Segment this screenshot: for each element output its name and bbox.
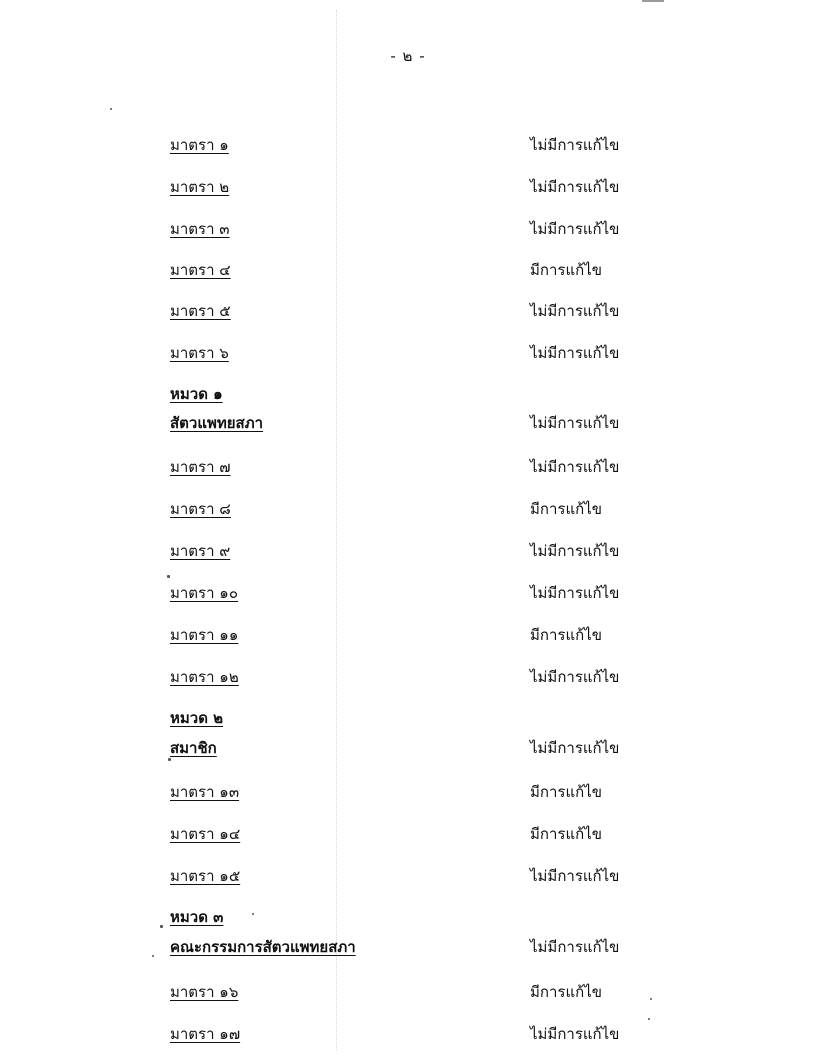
chapter-heading — [0, 706, 816, 730]
section-label: มาตรา ๗ — [170, 458, 231, 476]
page-number: - ๒ - — [390, 47, 426, 65]
amendment-status: ไม่มีการแก้ไข — [530, 458, 620, 476]
scan-speck — [167, 575, 170, 578]
chapter-label: หมวด ๓ — [170, 908, 224, 926]
amendment-status: มีการแก้ไข — [530, 500, 602, 518]
section-label: มาตรา ๑๗ — [170, 1025, 241, 1043]
amendment-status: ไม่มีการแก้ไข — [530, 220, 620, 238]
amendment-status: ไม่มีการแก้ไข — [530, 938, 620, 956]
amendment-status: ไม่มีการแก้ไข — [530, 178, 620, 196]
list-item — [0, 497, 816, 521]
section-label: มาตรา ๙ — [170, 542, 231, 560]
section-label: มาตรา ๖ — [170, 344, 229, 362]
section-label: มาตรา ๑๒ — [170, 668, 239, 686]
scan-speck — [648, 1018, 650, 1020]
list-item — [0, 341, 816, 365]
scan-mark — [642, 0, 664, 2]
section-label: มาตรา ๑ — [170, 136, 229, 154]
chapter-title-row — [0, 736, 816, 760]
amendment-status: มีการแก้ไข — [530, 825, 602, 843]
section-label: มาตรา ๑๔ — [170, 825, 241, 843]
list-item — [0, 623, 816, 647]
section-label: มาตรา ๑๖ — [170, 983, 239, 1001]
list-item — [0, 864, 816, 888]
list-item — [0, 1022, 816, 1046]
chapter-heading — [0, 382, 816, 406]
section-label: มาตรา ๑๕ — [170, 867, 241, 885]
list-item — [0, 822, 816, 846]
list-item — [0, 299, 816, 323]
scan-speck — [650, 998, 652, 1000]
amendment-status: ไม่มีการแก้ไข — [530, 668, 620, 686]
list-item — [0, 175, 816, 199]
list-item — [0, 581, 816, 605]
chapter-heading — [0, 905, 816, 929]
chapter-title: สัตวแพทยสภา — [170, 414, 264, 432]
amendment-status: ไม่มีการแก้ไข — [530, 136, 620, 154]
amendment-status: ไม่มีการแก้ไข — [530, 867, 620, 885]
list-item — [0, 780, 816, 804]
amendment-status: มีการแก้ไข — [530, 261, 602, 279]
list-item — [0, 217, 816, 241]
section-label: มาตรา ๑๓ — [170, 783, 240, 801]
amendment-status: มีการแก้ไข — [530, 983, 602, 1001]
section-label: มาตรา ๑๐ — [170, 584, 238, 602]
list-item — [0, 258, 816, 282]
amendment-status: ไม่มีการแก้ไข — [530, 1025, 620, 1043]
chapter-title: สมาชิก — [170, 739, 217, 757]
scan-speck — [110, 108, 112, 110]
amendment-status: ไม่มีการแก้ไข — [530, 542, 620, 560]
section-label: มาตรา ๕ — [170, 302, 231, 320]
chapter-title: คณะกรรมการสัตวแพทยสภา — [170, 938, 356, 956]
section-label: มาตรา ๒ — [170, 178, 230, 196]
amendment-status: ไม่มีการแก้ไข — [530, 302, 620, 320]
amendment-status: มีการแก้ไข — [530, 783, 602, 801]
section-label: มาตรา ๔ — [170, 261, 231, 279]
scan-speck — [160, 925, 163, 928]
list-item — [0, 539, 816, 563]
section-label: มาตรา ๑๑ — [170, 626, 239, 644]
scan-speck — [168, 758, 171, 761]
list-item — [0, 133, 816, 157]
scan-fold-line — [336, 10, 337, 1050]
list-item — [0, 665, 816, 689]
chapter-label: หมวด ๑ — [170, 385, 223, 403]
amendment-status: ไม่มีการแก้ไข — [530, 584, 620, 602]
amendment-status: ไม่มีการแก้ไข — [530, 414, 620, 432]
scan-speck — [152, 955, 154, 957]
amendment-status: มีการแก้ไข — [530, 626, 602, 644]
section-label: มาตรา ๘ — [170, 500, 231, 518]
amendment-status: ไม่มีการแก้ไข — [530, 739, 620, 757]
chapter-label: หมวด ๒ — [170, 709, 224, 727]
section-label: มาตรา ๓ — [170, 220, 230, 238]
chapter-title-row — [0, 935, 816, 959]
chapter-title-row — [0, 411, 816, 435]
scan-speck — [252, 913, 254, 915]
amendment-status: ไม่มีการแก้ไข — [530, 344, 620, 362]
list-item — [0, 455, 816, 479]
list-item — [0, 980, 816, 1004]
